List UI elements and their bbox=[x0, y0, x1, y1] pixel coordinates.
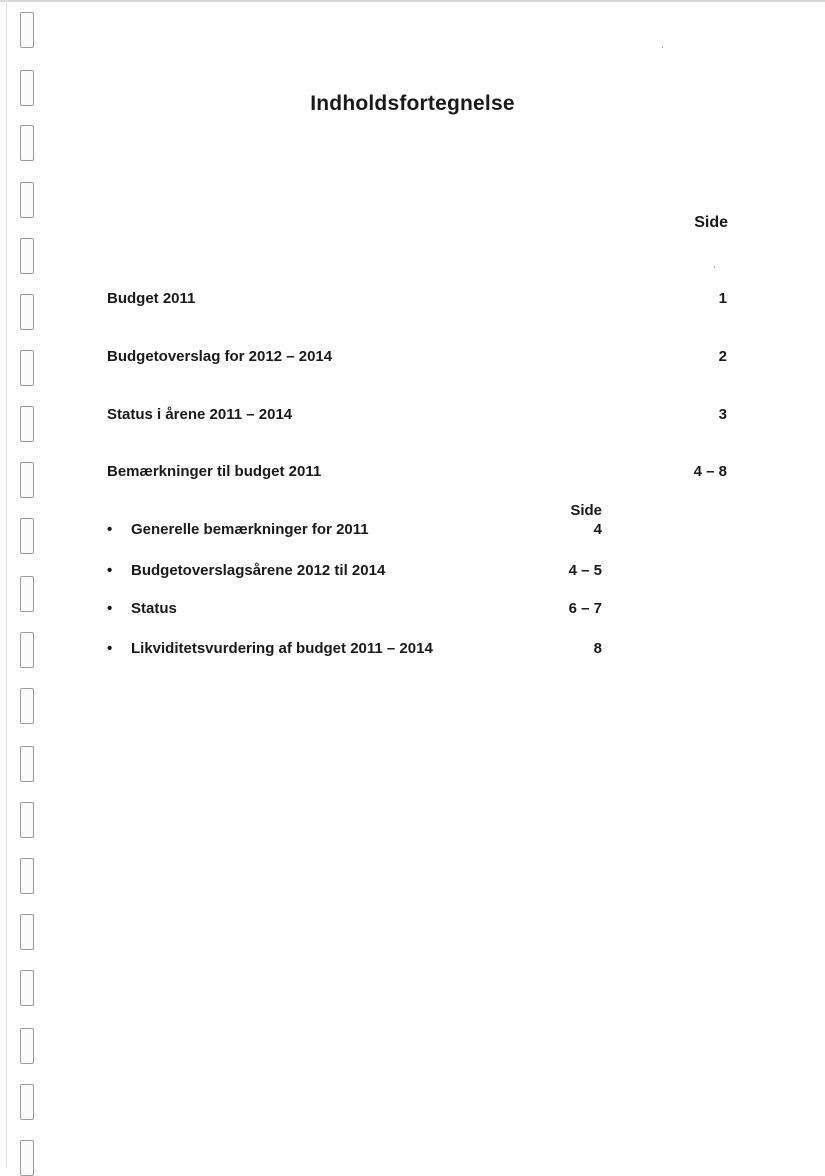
toc-entry-page: 4 – 8 bbox=[693, 463, 727, 480]
scan-speck bbox=[662, 46, 663, 48]
subsection-page-header: Side bbox=[570, 502, 602, 519]
binding-hole bbox=[20, 802, 34, 838]
binding-hole bbox=[20, 970, 34, 1006]
binding-hole bbox=[20, 518, 34, 554]
binding-hole bbox=[20, 746, 34, 782]
bullet-icon: • bbox=[107, 521, 113, 538]
binding-hole bbox=[20, 1028, 34, 1064]
bullet-icon: • bbox=[107, 600, 113, 617]
binding-hole bbox=[20, 576, 34, 612]
toc-entry-label: Bemærkninger til budget 2011 bbox=[107, 463, 322, 480]
bullet-icon: • bbox=[107, 562, 113, 579]
binding-hole bbox=[20, 462, 34, 498]
subsection-page: 4 – 5 bbox=[568, 562, 602, 579]
toc-entry-page: 2 bbox=[718, 348, 727, 365]
binding-hole bbox=[20, 12, 34, 48]
binding-hole bbox=[20, 688, 34, 724]
page-title: Indholdsfortegnelse bbox=[310, 92, 515, 115]
binding-hole bbox=[20, 238, 34, 274]
scan-speck bbox=[714, 266, 715, 268]
subsection-page: 4 bbox=[593, 521, 602, 538]
subsection-label: Budgetoverslagsårene 2012 til 2014 bbox=[131, 562, 386, 579]
binding-hole bbox=[20, 914, 34, 950]
page-left-edge bbox=[6, 0, 7, 1168]
binding-hole bbox=[20, 350, 34, 386]
toc-entry-label: Status i årene 2011 – 2014 bbox=[107, 406, 293, 423]
toc-entry-label: Budget 2011 bbox=[107, 290, 196, 307]
toc-entry-label: Budgetoverslag for 2012 – 2014 bbox=[107, 348, 333, 365]
toc-entry-page: 3 bbox=[718, 406, 727, 423]
toc-entry-page: 1 bbox=[718, 290, 727, 307]
subsection-page: 8 bbox=[593, 640, 602, 657]
subsection-label: Status bbox=[131, 600, 177, 617]
subsection-page: 6 – 7 bbox=[568, 600, 602, 617]
binding-hole bbox=[20, 125, 34, 161]
page-column-header: Side bbox=[694, 214, 728, 231]
bullet-icon: • bbox=[107, 640, 113, 657]
binding-hole bbox=[20, 1084, 34, 1120]
binding-holes bbox=[18, 0, 38, 1168]
subsection-label: Likviditetsvurdering af budget 2011 – 2014 bbox=[131, 640, 433, 657]
subsection-label: Generelle bemærkninger for 2011 bbox=[131, 521, 369, 538]
binding-hole bbox=[20, 294, 34, 330]
binding-hole bbox=[20, 406, 34, 442]
binding-hole bbox=[20, 858, 34, 894]
binding-hole bbox=[20, 182, 34, 218]
binding-hole bbox=[20, 632, 34, 668]
binding-hole bbox=[20, 1140, 34, 1176]
page-top-edge bbox=[0, 0, 825, 2]
